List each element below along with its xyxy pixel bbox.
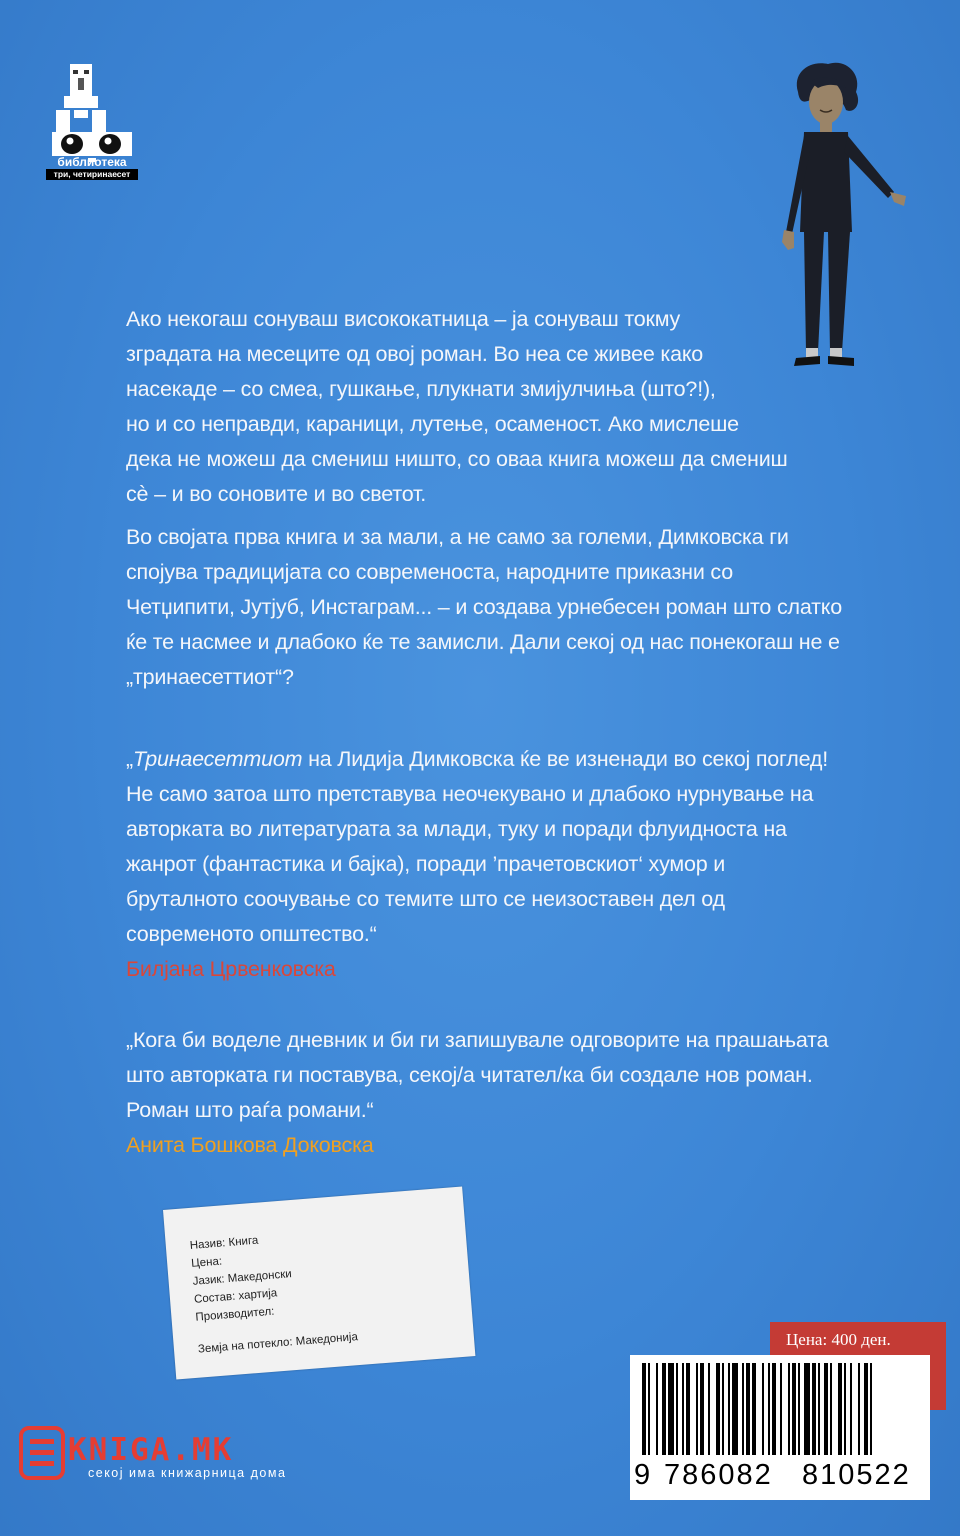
review-quote-2: [126, 1023, 886, 1163]
label-producer: Производител:: [195, 1305, 275, 1324]
label-material: Состав: хартија: [193, 1287, 278, 1306]
brand-name: KNIGA.MK: [68, 1432, 234, 1468]
text-line: Ако некогаш сонуваш висококатница – ја сонуваш токму: [126, 307, 681, 331]
label-language: Јазик: Македонски: [192, 1268, 293, 1288]
barcode-bars-icon: [630, 1355, 930, 1460]
description: [126, 302, 886, 703]
description-paragraph-2: [126, 520, 886, 695]
quote-first-line: [126, 742, 886, 777]
brand-tagline: секој има книжарница дома: [88, 1466, 287, 1480]
text-line: ќе те насмее и длабоко ќе те замисли. Дали секој од нас понекогаш не е: [126, 630, 840, 654]
text-line: Четџипити, Јутјуб, Инстаграм... – и создава урнебесен роман што слатко: [126, 595, 842, 619]
text-line: сè – и во соновите и во светот.: [126, 482, 427, 506]
series-logo-label: [46, 155, 138, 180]
isbn-barcode: [630, 1355, 930, 1500]
text-line: бруталното соочување со темите што се неизоставен дел од: [126, 887, 725, 911]
text-line: „Кога би воделе дневник и би ги запишувале одговорите на прашањата: [126, 1028, 829, 1052]
series-name: библиотека: [57, 155, 127, 169]
barcode-group-1: 786082: [664, 1459, 773, 1491]
text-line: „тринаесеттиот“?: [126, 665, 294, 689]
quote-first-line-rest: на Лидија Димковска ќе ве изненади во секој поглед!: [302, 747, 828, 771]
text-line: Во својата прва книга и за мали, а не само за големи, Димковска ги: [126, 525, 789, 549]
quote-2-author: Анита Бошкова Доковска: [126, 1133, 374, 1157]
barcode-digit-lead: 9: [634, 1459, 653, 1491]
text-line: современото општество.“: [126, 922, 377, 946]
text-line: Роман што раѓа романи.“: [126, 1098, 374, 1122]
label-origin: Земја на потекло: Македонија: [197, 1331, 359, 1356]
text-line: дека не можеш да смениш ништо, со оваа книга можеш да смениш: [126, 447, 788, 471]
description-paragraph-1: [126, 302, 886, 512]
text-line: спојува традицијата со современоста, народните приказни со: [126, 560, 733, 584]
barcode-group-2: 810522: [802, 1459, 911, 1491]
book-title: Тринаесеттиот: [132, 747, 303, 771]
label-name: Назив: Книга: [189, 1234, 259, 1252]
series-subtitle: три, четиринаесет: [46, 169, 138, 180]
text-line: насекаде – со смеа, гушкање, плукнати змијулчиња (што?!),: [126, 377, 716, 401]
quote-1-author: Билјана Црвенковска: [126, 957, 336, 981]
product-label-card: [163, 1186, 475, 1379]
text-line: жанрот (фантастика и бајка), поради ’прачетовскиот‘ хумор и: [126, 852, 726, 876]
label-price: Цена:: [190, 1255, 223, 1270]
text-line: зградата на месеците од овој роман. Во неа се живее како: [126, 342, 704, 366]
barcode-digits: [630, 1459, 930, 1495]
review-quote-1: [126, 742, 886, 987]
text-line: што авторката ги поставува, секој/а читател/ка би создале нов роман.: [126, 1063, 813, 1087]
text-line: но и со неправди, караници, лутење, осаменост. Ако мислеше: [126, 412, 739, 436]
quote-open-mark: „: [126, 747, 133, 771]
text-line: авторката во литературата за млади, туку и поради флуидноста на: [126, 817, 787, 841]
price-text: Цена: 400 ден.: [786, 1330, 891, 1349]
kniga-logo-icon: [18, 1425, 66, 1481]
text-line: Не само затоа што претставува неочекувано и длабоко нурнување на: [126, 782, 814, 806]
